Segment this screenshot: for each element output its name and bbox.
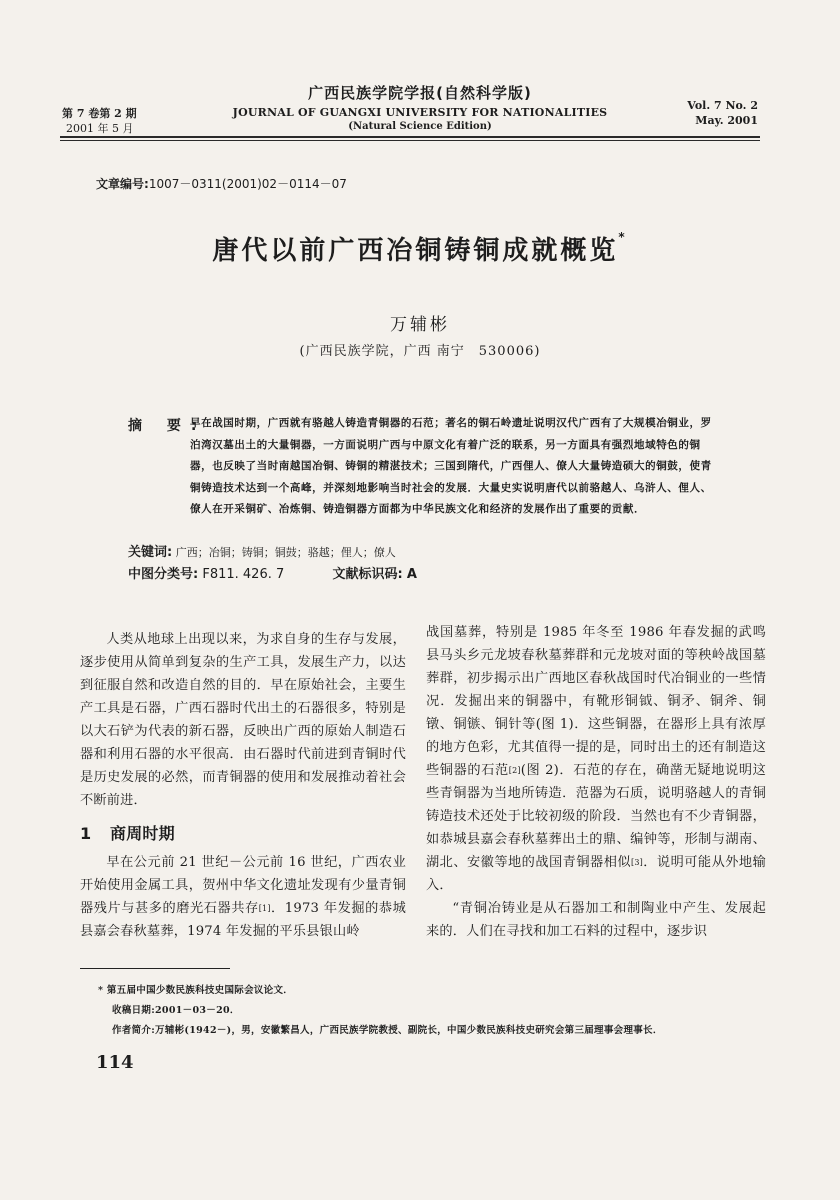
- body-paragraph: “青铜冶铸业是从石器加工和制陶业中产生、发展起来的．人们在寻找和加工石料的过程中，逐步识: [426, 901, 766, 939]
- footnote-rule: [80, 968, 230, 969]
- section-heading: [80, 822, 406, 845]
- header-date-cn: 2001 年 5 月: [66, 122, 134, 135]
- author-affiliation: (广西民族学院，广西 南宁 530006): [299, 344, 541, 359]
- citation-ref: [3]: [631, 858, 643, 867]
- page-number: 114: [96, 1052, 134, 1073]
- section-number: 1: [80, 824, 92, 843]
- section-title: 商周时期: [110, 824, 175, 843]
- body-text: 早在公元前 21 世纪－公元前 16 世纪，广西农业开始使用金属工具，贺州中华文化遗址发现有少量青铜器残片与甚多的磨光石器共存: [80, 855, 406, 916]
- footnote-received: [112, 1002, 240, 1016]
- header-issue-en: Vol. 7 No. 2: [687, 99, 758, 112]
- journal-masthead: [210, 82, 630, 132]
- header-date-en: May. 2001: [695, 114, 758, 127]
- doc-code-value: A: [406, 567, 417, 582]
- keywords-text: 广西；冶铜；铸铜；铜鼓；骆越；俚人；僚人: [175, 546, 396, 559]
- body-text: (图 2)．石范的存在，确凿无疑地说明这些青铜器为当地所铸造．范器为石质，说明骆越人的青铜铸造技术还处于比较初级的阶段．当然也有不少青铜器，如恭城县嘉会春秋墓葬出土的鼎、编钟等，形制与湖南、湖北、安徽等地的战国青铜器相似: [426, 763, 766, 870]
- article-number: [96, 175, 347, 192]
- keywords-label: 关键词:: [128, 545, 173, 560]
- title-footnote-mark: *: [618, 230, 628, 244]
- body-column-right: [426, 621, 766, 943]
- article-title: 唐代以前广西冶铜铸铜成就概览: [212, 236, 619, 266]
- classification-label: 中图分类号:: [128, 567, 199, 582]
- header-right: [648, 98, 758, 128]
- body-column-left: [80, 628, 406, 943]
- citation-ref: [2]: [508, 766, 521, 775]
- body-paragraph: [80, 851, 406, 943]
- abstract-label: 摘 要:: [128, 418, 207, 434]
- bio-label: 作者简介:: [112, 1025, 156, 1036]
- journal-title-en: JOURNAL OF GUANGXI UNIVERSITY FOR NATIONALITIES: [232, 106, 608, 119]
- classification-value: F811. 426. 7: [202, 567, 285, 582]
- journal-edition: (Natural Science Edition): [348, 121, 492, 132]
- author-name: 万辅彬: [390, 315, 450, 335]
- article-number-value: 1007－0311(2001)02－0114－07: [148, 177, 347, 191]
- header-left: [62, 106, 182, 136]
- footnote-author-bio: [112, 1022, 663, 1036]
- body-paragraph: 人类从地球上出现以来，为求自身的生存与发展，逐步使用从简单到复杂的生产工具，发展生产力，以达到征服自然和改造自然的目的．早在原始社会，主要生产工具是石器，广西石器时代出土的石器很多，特别是以大石铲为代表的新石器，反映出广西的原始人制造石器和利用石器的水平很高．由石器时代前进到青铜时代是历史发展的必然，而青铜器的使用和发展推动着社会不断前进．: [80, 632, 406, 808]
- body-text: ．说明可能从外地输入．: [426, 855, 766, 893]
- journal-title-cn: 广西民族学院学报(自然科学版): [308, 84, 532, 102]
- citation-ref: [1]: [258, 904, 271, 913]
- footnote-conference: * 第五届中国少数民族科技史国际会议论文．: [98, 985, 294, 996]
- doc-code-label: 文献标识码:: [332, 567, 403, 582]
- body-paragraph: [426, 621, 766, 897]
- received-date: 2001－03－20．: [155, 1005, 240, 1016]
- abstract-text: 早在战国时期，广西就有骆越人铸造青铜器的石范；著名的铜石岭遗址说明汉代广西有了大规模冶铜业，罗泊湾汉墓出土的大量铜器，一方面说明广西与中原文化有着广泛的联系，另一方面具有强烈地域特色的铜器，也反映了当时南越国冶铜、铸铜的精湛技术；三国到隋代，广西俚人、僚人大量铸造硕大的铜鼓，使青铜铸造技术达到一个高峰，并深刻地影响当时社会的发展．大量史实说明唐代以前骆越人、乌浒人、俚人、僚人在开采铜矿、冶炼铜、铸造铜器方面都为中华民族文化和经济的发展作出了重要的贡献．: [190, 417, 712, 515]
- body-text: ．1973 年发掘的恭城县嘉会春秋墓葬，1974 年发掘的平乐县银山岭: [80, 901, 406, 939]
- article-number-label: 文章编号:: [96, 177, 149, 191]
- body-text: 战国墓葬，特别是 1985 年冬至 1986 年春发掘的武鸣县马头乡元龙坡春秋墓葬群和元龙坡对面的等秧岭战国墓葬群，初步揭示出广西地区春秋战国时代冶铜业的一些情况．发掘出来的铜器中，有靴形铜钺、铜矛、铜斧、铜镦、铜镞、铜针等(图 1)．这些铜器，在器形上具有浓厚的地方色彩，尤其值得一提的是，同时出土的还有制造这些铜器的石范: [426, 625, 766, 778]
- header-rule: [60, 136, 760, 138]
- bio-text: 万辅彬(1942－)，男，安徽繁昌人，广西民族学院教授、副院长，中国少数民族科技史研究会第三届理事会理事长．: [155, 1025, 663, 1036]
- article-title-block: [0, 230, 840, 267]
- header-issue-cn: 第 7 卷第 2 期: [62, 107, 137, 120]
- received-label: 收稿日期:: [112, 1005, 156, 1016]
- classification: [128, 563, 417, 582]
- keywords: [128, 541, 396, 560]
- header-rule-thin: [60, 140, 760, 141]
